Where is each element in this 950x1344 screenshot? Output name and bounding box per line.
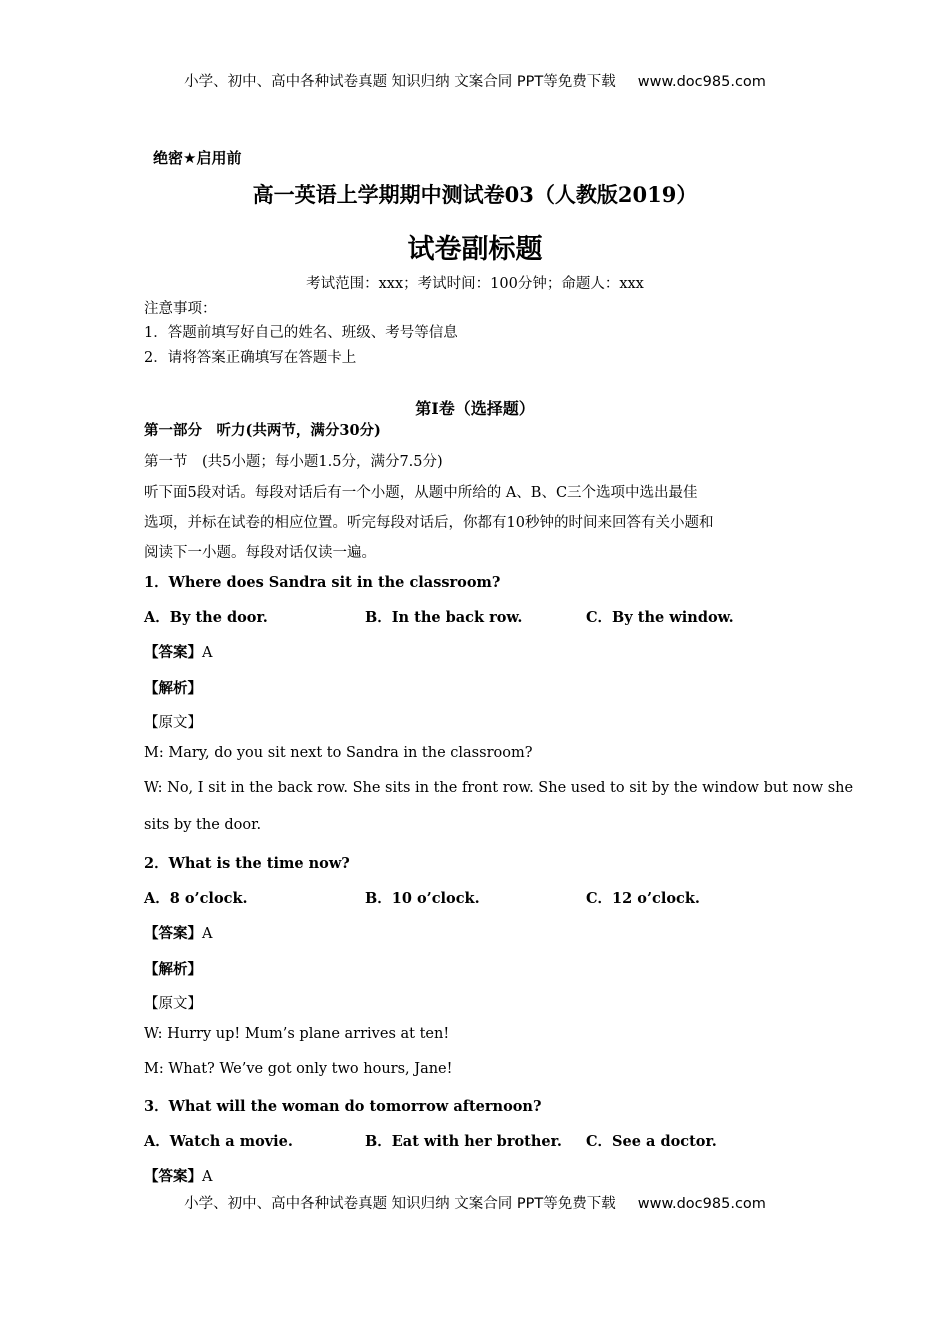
option-a: A．Watch a movie.	[144, 1133, 293, 1150]
question-stem: 3．What will the woman do tomorrow afternoon?	[144, 1098, 542, 1115]
secret-label: 绝密★启用前	[153, 149, 242, 167]
answer-value: A	[202, 645, 213, 661]
header-text: 小学、初中、高中各种试卷真题 知识归纳 文案合同 PPT等免费下载	[184, 74, 616, 90]
answer-line	[144, 1165, 212, 1186]
question-stem: 1．Where does Sandra sit in the classroom?	[144, 574, 501, 591]
dialogue-line: W: Hurry up! Mum’s plane arrives at ten!	[144, 1026, 450, 1042]
answer-value: A	[202, 926, 213, 942]
answer-label: 【答案】	[144, 925, 202, 942]
option-a: A．8 o’clock.	[144, 890, 248, 907]
header-url[interactable]: www.doc985.com	[637, 74, 766, 90]
page-title: 高一英语上学期期中测试卷03（人教版2019）	[252, 182, 698, 207]
original-label: 【原文】	[144, 715, 202, 731]
footer-url[interactable]: www.doc985.com	[637, 1196, 766, 1212]
note-item: 2．请将答案正确填写在答题卡上	[144, 350, 357, 366]
dialogue-line: M: What? We’ve got only two hours, Jane!	[144, 1061, 453, 1077]
note-item: 1．答题前填写好自己的姓名、班级、考号等信息	[144, 325, 458, 341]
notes-title: 注意事项：	[144, 301, 217, 317]
answer-line	[144, 922, 212, 943]
page-header	[0, 70, 950, 91]
answer-label: 【答案】	[144, 644, 202, 661]
option-c: C．See a doctor.	[586, 1133, 717, 1150]
answer-label: 【答案】	[144, 1168, 202, 1185]
answer-line	[144, 641, 212, 662]
page-footer	[0, 1192, 950, 1213]
option-b: B．In the back row.	[365, 609, 523, 626]
exam-meta: 考试范围：xxx；考试时间：100分钟；命题人：xxx	[306, 276, 644, 292]
dialogue-line: M: Mary, do you sit next to Sandra in the classroom?	[144, 745, 533, 761]
dialogue-line: W: No, I sit in the back row. She sits in the front row. She used to sit by the window but now she	[144, 780, 854, 796]
footer-text: 小学、初中、高中各种试卷真题 知识归纳 文案合同 PPT等免费下载	[184, 1196, 616, 1212]
answer-value: A	[202, 1169, 213, 1185]
option-b: B．10 o’clock.	[365, 890, 480, 907]
page-subtitle: 试卷副标题	[407, 234, 543, 265]
question-stem: 2．What is the time now?	[144, 855, 350, 872]
option-c: C．By the window.	[586, 609, 734, 626]
subsection-title: 第一节 (共5小题；每小题1.5分，满分7.5分)	[144, 454, 443, 470]
section-title: 第I卷（选择题）	[415, 399, 535, 418]
instruction-line: 阅读下一小题。每段对话仅读一遍。	[144, 545, 376, 561]
option-b: B．Eat with her brother.	[365, 1133, 562, 1150]
option-a: A．By the door.	[144, 609, 268, 626]
dialogue-line: sits by the door.	[144, 817, 262, 833]
option-c: C．12 o’clock.	[586, 890, 700, 907]
instruction-line: 选项，并标在试卷的相应位置。听完每段对话后，你都有10秒钟的时间来回答有关小题和	[144, 515, 714, 531]
original-label: 【原文】	[144, 996, 202, 1012]
analysis-label: 【解析】	[144, 680, 202, 697]
instruction-line: 听下面5段对话。每段对话后有一个小题，从题中所给的 A、B、C三个选项中选出最佳	[144, 485, 698, 501]
part-title: 第一部分 听力(共两节，满分30分)	[144, 422, 381, 439]
analysis-label: 【解析】	[144, 961, 202, 978]
